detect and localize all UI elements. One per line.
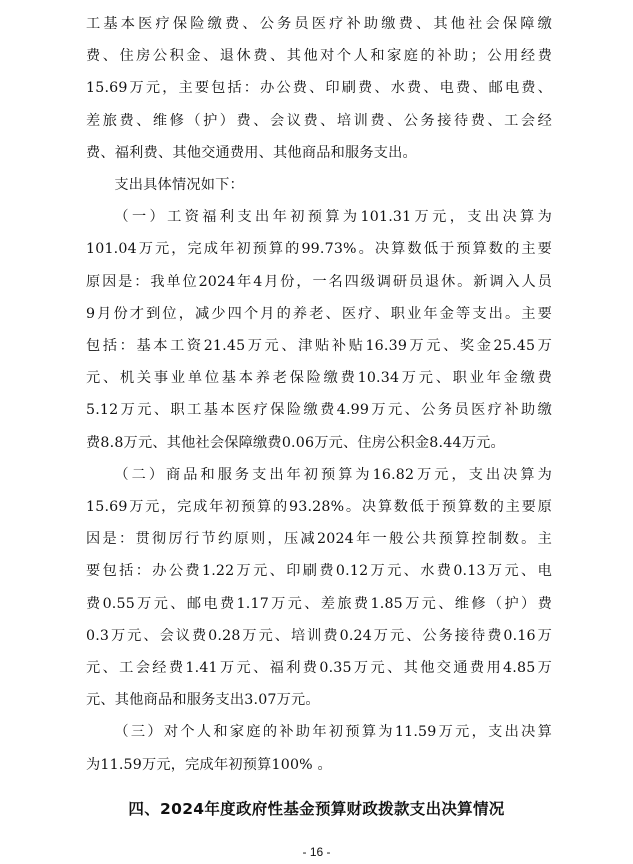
text-line: 费0.55万元、邮电费1.17万元、差旅费1.85万元、维修（护）费 [86, 595, 552, 612]
paragraph-expenditure-overview [86, 8, 552, 169]
text-line: 包括：基本工资21.45万元、津贴补贴16.39万元、奖金25.45万 [86, 338, 552, 355]
paragraph-goods-services [86, 459, 552, 717]
text-line: 差旅费、维修（护）费、会议费、培训费、公务接待费、工会经 [86, 112, 552, 129]
paragraph-wages-welfare [86, 201, 552, 459]
text-line: （一）工资福利支出年初预算为101.31万元，支出决算为 [114, 209, 552, 226]
text-line: 要包括：办公费1.22万元、印刷费0.12万元、水费0.13万元、电 [86, 563, 552, 580]
text-line: 为11.59万元，完成年初预算100% 。 [86, 756, 332, 773]
page-number: - 16 - [302, 845, 331, 859]
text-line: 9月份才到位，减少四个月的养老、医疗、职业年金等支出。主要 [86, 305, 552, 322]
text-line: 15.69万元，主要包括：办公费、印刷费、水费、电费、邮电费、 [86, 80, 552, 97]
section-heading: 四、2024年度政府性基金预算财政拨款支出决算情况 [128, 800, 505, 818]
text-line: （二）商品和服务支出年初预算为16.82万元，支出决算为 [114, 466, 552, 483]
paragraph-details-intro [86, 169, 552, 201]
text-line: 101.04万元，完成年初预算的99.73%。决算数低于预算数的主要 [86, 241, 552, 258]
body-text [86, 8, 552, 781]
text-line: 费8.8万元、其他社会保障缴费0.06万元、住房公积金8.44万元。 [86, 434, 505, 451]
text-line: 元、工会经费1.41万元、福利费0.35万元、其他交通费用4.85万 [86, 660, 552, 677]
text-line: 原因是：我单位2024年4月份，一名四级调研员退休。新调入人员 [86, 273, 552, 290]
text-line: 0.3万元、会议费0.28万元、培训费0.24万元、公务接待费0.16万 [86, 627, 552, 644]
paragraph-household-subsidies [86, 716, 552, 780]
text-line: 5.12万元、职工基本医疗保险缴费4.99万元、公务员医疗补助缴 [86, 402, 552, 419]
text-line: 元、机关事业单位基本养老保险缴费10.34万元、职业年金缴费 [86, 370, 552, 387]
text-line: 元、其他商品和服务支出3.07万元。 [86, 692, 320, 709]
text-line: 工基本医疗保险缴费、公务员医疗补助缴费、其他社会保障缴 [86, 16, 552, 32]
text-line: 15.69万元，完成年初预算的93.28%。决算数低于预算数的主要原 [86, 499, 552, 516]
text-line: 因是：贯彻厉行节约原则，压减2024年一般公共预算控制数。主 [86, 531, 552, 548]
text-line: （三）对个人和家庭的补助年初预算为11.59万元，支出决算 [114, 724, 552, 741]
text-line: 费、福利费、其他交通费用、其他商品和服务支出。 [86, 144, 417, 161]
text-line: 费、住房公积金、退休费、其他对个人和家庭的补助；公用经费 [86, 48, 552, 65]
text-line: 支出具体情况如下： [114, 177, 244, 194]
